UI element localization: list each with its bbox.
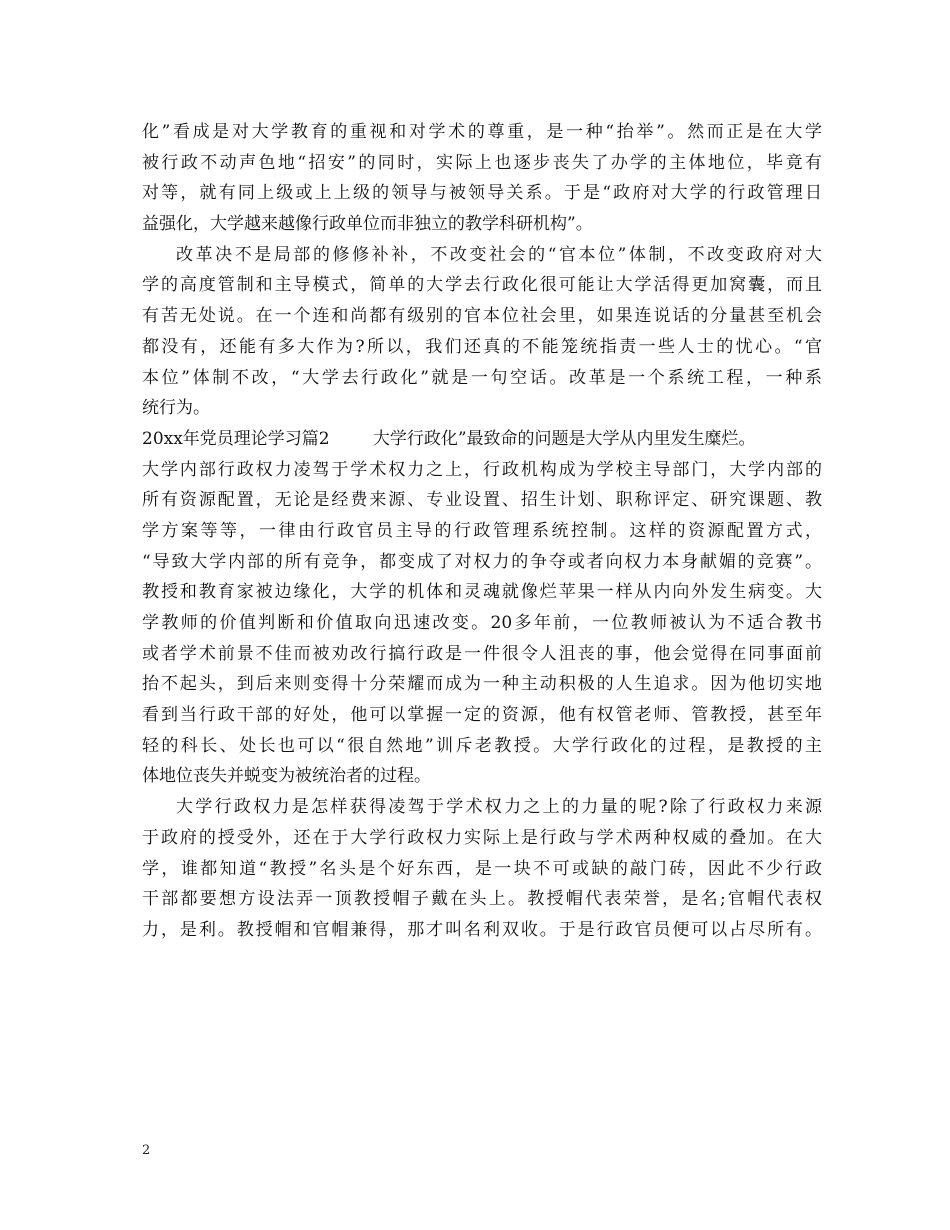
text-line: 力，是利。教授帽和官帽兼得，那才叫名利双收。于是行政官员便可以占尽所有。 [142,919,822,940]
text-line: 于政府的授受外，还在于大学行政权力实际上是行政与学术两种权威的叠加。在大 [142,827,822,848]
text-line: 或者学术前景不佳而被劝改行搞行政是一件很令人沮丧的事，他会觉得在同事面前 [142,643,822,664]
text-line: 对等，就有同上级或上上级的领导与被领导关系。于是“政府对大学的行政管理日 [142,183,822,204]
text-line: 被行政不动声色地“招安”的同时，实际上也逐步丧失了办学的主体地位，毕竟有 [142,152,822,173]
text-line: “导致大学内部的所有竞争，都变成了对权力的争夺或者向权力本身献媚的竞赛”。 [142,551,822,572]
section-heading-line: 20xx年党员理论学习篇2 大学行政化”最致命的问题是大学从内里发生糜烂。 [142,428,756,449]
text-line: 大学内部行政权力凌驾于学术权力之上，行政机构成为学校主导部门，大学内部的 [142,459,822,480]
text-line: 益强化，大学越来越像行政单位而非独立的教学科研机构”。 [142,214,593,235]
document-body [142,117,822,946]
text-line: 本位”体制不改，“大学去行政化”就是一句空话。改革是一个系统工程，一种系 [142,367,822,388]
page-number: 2 [142,1143,151,1158]
text-line: 有苦无处说。在一个连和尚都有级别的官本位社会里，如果连说话的分量甚至机会 [142,306,822,327]
text-line: 学，谁都知道“教授”名头是个好东西，是一块不可或缺的敲门砖，因此不少行政 [142,858,822,879]
text-line: 看到当行政干部的好处，他可以掌握一定的资源，他有权管老师、管教授，甚至年 [142,705,822,726]
text-line: 轻的科长、处长也可以“很自然地”训斥老教授。大学行政化的过程，是教授的主 [142,735,822,756]
text-line: 抬不起头，到后来则变得十分荣耀而成为一种主动积极的人生追求。因为他切实地 [142,674,822,695]
text-line: 学方案等等，一律由行政官员主导的行政管理系统控制。这样的资源配置方式， [142,520,822,541]
text-line: 体地位丧失并蜕变为被统治者的过程。 [142,766,431,787]
text-line: 教授和教育家被边缘化，大学的机体和灵魂就像烂苹果一样从内向外发生病变。大 [142,582,822,603]
text-line: 化”看成是对大学教育的重视和对学术的尊重，是一种“抬举”。然而正是在大学 [142,122,822,142]
text-line: 学教师的价值判断和价值取向迅速改变。20多年前，一位教师被认为不适合教书 [142,613,822,633]
text-line: 都没有，还能有多大作为?所以，我们还真的不能笼统指责一些人士的忧心。“官 [142,336,822,357]
text-line: 大学行政权力是怎样获得凌驾于学术权力之上的力量的呢?除了行政权力来源 [176,797,822,818]
text-line: 所有资源配置，无论是经费来源、专业设置、招生计划、职称评定、研究课题、教 [142,490,822,511]
text-line: 学的高度管制和主导模式，简单的大学去行政化很可能让大学活得更加窝囊，而且 [142,275,822,296]
text-line: 改革决不是局部的修修补补，不改变社会的“官本位”体制，不改变政府对大 [176,244,822,265]
text-line: 干部都要想方设法弄一顶教授帽子戴在头上。教授帽代表荣誉，是名;官帽代表权 [142,889,822,910]
text-line: 统行为。 [142,398,210,419]
